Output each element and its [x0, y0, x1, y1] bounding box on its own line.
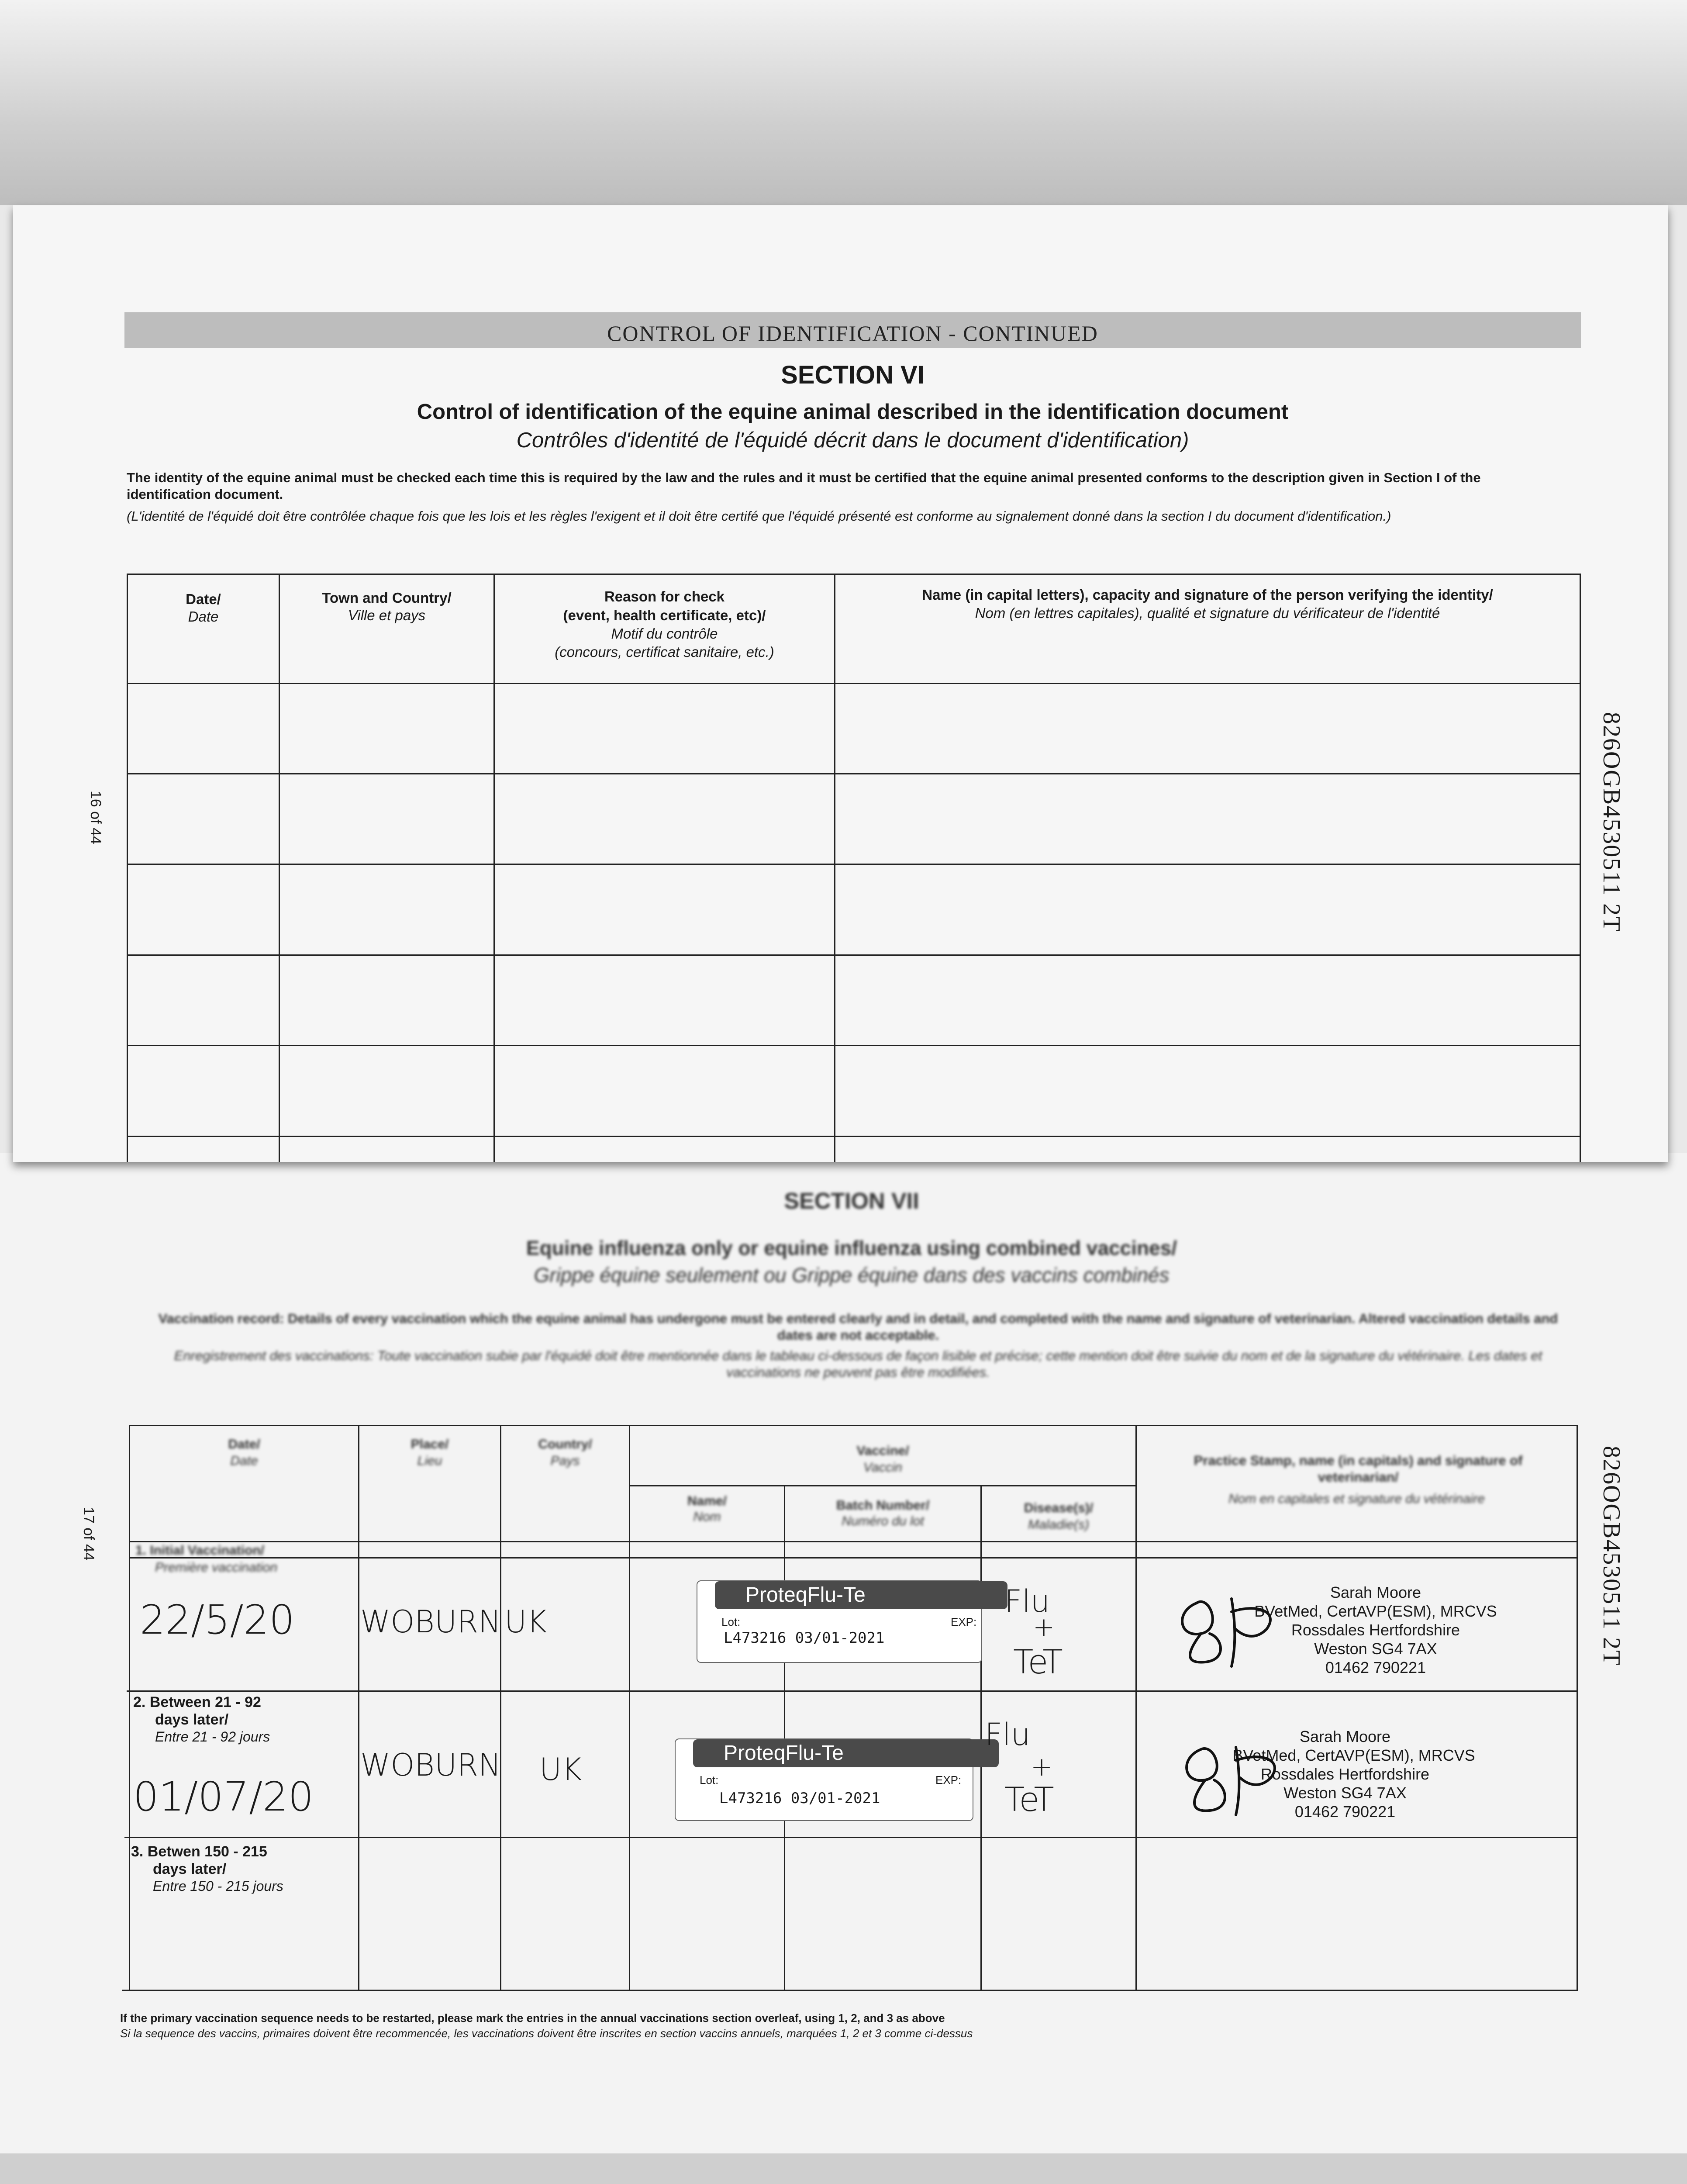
row1-date: 22/5/20: [140, 1597, 295, 1643]
col-reason-fr: Motif du contrôle: [611, 625, 718, 642]
col-disease-fr: Maladie(s): [1028, 1517, 1090, 1532]
col-reason-en2: (event, health certificate, etc)/: [563, 607, 766, 623]
row2-stamp-line-1: Sarah Moore: [1299, 1728, 1391, 1745]
row2-label-fr: Entre 21 - 92 jours: [155, 1729, 270, 1745]
row1-disease-3: TeT: [1013, 1642, 1063, 1681]
row1-country: UK: [504, 1604, 547, 1640]
col-batch-en: Batch Number/: [836, 1498, 930, 1513]
row2-country: UK: [539, 1752, 582, 1787]
row1-signature: [1170, 1586, 1301, 1669]
row2-label-en2: days later/: [155, 1711, 229, 1728]
row2-vaccine-brand: ProteqFlu-Te: [724, 1742, 844, 1765]
col-vaccine-en: Vaccine/: [856, 1444, 909, 1458]
row2-exp-label: EXP:: [935, 1773, 962, 1787]
row2-lot-label: Lot:: [700, 1773, 719, 1787]
row2-date: 01/07/20: [133, 1773, 314, 1820]
row1-label-fr: Première vaccination: [155, 1560, 278, 1575]
col-name-en: Name (in capital letters), capacity and signature of the person verifying the identity/: [922, 587, 1493, 603]
col-reason-en: Reason for check: [604, 588, 725, 605]
bottom-document-id: 826OGB4530511 2T: [1598, 1446, 1625, 1666]
col-reason-fr2: (concours, certificat sanitaire, etc.): [555, 644, 774, 660]
section-vi-title: SECTION VI: [781, 361, 925, 389]
bottom-page-number: 17 of 44: [80, 1507, 97, 1561]
row2-lot: L473216 03/01-2021: [719, 1790, 880, 1807]
row1-lot-label: Lot:: [721, 1615, 741, 1628]
col-vaccine-fr: Vaccin: [863, 1460, 902, 1475]
row1-stamp-line-1: Sarah Moore: [1330, 1583, 1421, 1601]
row2-vaccine-sticker: [675, 1738, 973, 1821]
col-country-en: Country/: [538, 1437, 592, 1451]
row2-label-en: 2. Between 21 - 92: [133, 1694, 261, 1711]
row1-label-en: 1. Initial Vaccination/: [135, 1543, 265, 1558]
col-town-fr: Ville et pays: [348, 607, 426, 623]
section-vi-subtitle-fr: Contrôles d'identité de l'équidé décrit dans le document d'identification): [516, 429, 1189, 452]
row1-stamp-line-4: Weston SG4 7AX: [1314, 1640, 1437, 1658]
scan-bottom-edge: [0, 2153, 1687, 2184]
row1-lot: L473216 03/01-2021: [724, 1629, 885, 1647]
col-disease-en: Disease(s)/: [1024, 1501, 1094, 1515]
col-name-fr: Nom (en lettres capitales), qualité et signature du vérificateur de l'identité: [975, 605, 1440, 621]
row3-label-en: 3. Betwen 150 - 215: [131, 1843, 267, 1860]
col-vname-en: Name/: [687, 1494, 727, 1508]
row2-disease-3: TeT: [1004, 1780, 1054, 1819]
col-stamp-fr: Nom en capitales et signature du vétérinaire: [1228, 1492, 1485, 1506]
footer-en: If the primary vaccination sequence needs to be restarted, please mark the entries in the annual vaccinations section overleaf, using 1, 2, and 3 as above: [120, 2011, 945, 2025]
col-country-fr: Pays: [550, 1454, 580, 1468]
row2-stamp-line-2: BVetMed, CertAVP(ESM), MRCVS: [1232, 1746, 1475, 1764]
section-banner: CONTROL OF IDENTIFICATION - CONTINUED: [124, 312, 1581, 348]
col-vname-fr: Nom: [693, 1510, 721, 1524]
row1-disease-2: +: [1033, 1612, 1055, 1642]
section-vii-subtitle-fr: Grippe équine seulement ou Grippe équine dans des vaccins combinés: [534, 1264, 1170, 1286]
row1-stamp-line-5: 01462 790221: [1325, 1659, 1426, 1676]
col-vacc-date-fr: Date: [230, 1454, 258, 1468]
section-vi-instructions-fr: (L'identité de l'équidé doit être contrôlée chaque fois que les lois et les règles l'exigent et il doit être certifé que l'équidé présenté est conforme au signalement donné dans la section I du document d'identification.): [127, 508, 1391, 524]
row1-stamp-line-2: BVetMed, CertAVP(ESM), MRCVS: [1254, 1602, 1497, 1620]
top-document-id: 826OGB4530511 2T: [1598, 712, 1625, 933]
row1-vaccine-brand: ProteqFlu-Te: [745, 1583, 866, 1607]
row1-stamp-line-3: Rossdales Hertfordshire: [1291, 1621, 1460, 1639]
row3-label-fr: Entre 150 - 215 jours: [153, 1878, 283, 1894]
section-vii-subtitle-en: Equine influenza only or equine influenza using combined vaccines/: [526, 1237, 1177, 1259]
row2-disease-1: Flu: [985, 1717, 1031, 1752]
row2-stamp-line-5: 01462 790221: [1294, 1803, 1396, 1821]
row2-stamp-line-4: Weston SG4 7AX: [1283, 1784, 1407, 1802]
col-place-fr: Lieu: [417, 1454, 442, 1468]
section-vii-instructions-en: Vaccination record: Details of every vaccination which the equine animal has undergone must be entered clearly and in detail, and completed with the name and signature of veterinarian. Altered vaccination details and dates are not acceptable.: [158, 1311, 1558, 1343]
col-date-en: Date/: [186, 591, 221, 607]
row1-exp-label: EXP:: [951, 1615, 977, 1628]
row3-label-en2: days later/: [153, 1861, 227, 1877]
section-vii-title: SECTION VII: [784, 1189, 919, 1214]
row2-stamp-line-3: Rossdales Hertfordshire: [1260, 1765, 1430, 1783]
scan-top-edge: [0, 0, 1687, 205]
row1-place: WOBURN: [360, 1604, 501, 1640]
col-place-en: Place/: [411, 1437, 449, 1451]
section-vi-subtitle-en: Control of identification of the equine animal described in the identification document: [417, 400, 1289, 424]
col-stamp-en: Practice Stamp, name (in capitals) and signature of veterinarian/: [1194, 1453, 1523, 1485]
section-vii-instructions-fr: Enregistrement des vaccinations: Toute vaccination subie par l'équidé doit être mentionnée dans le tableau ci-dessous de façon lisible et précise; cette mention doit être suivie du nom et de la signature du vétérinaire. Les dates et vaccinations ne peuvent pas être modifiées.: [174, 1348, 1542, 1380]
row1-vaccine-sticker: [697, 1580, 982, 1663]
footer-fr: Si la sequence des vaccins, primaires doivent être recommencée, les vaccinations doivent être inscrites en section vaccins annuels, marquées 1, 2 et 3 comme ci-dessus: [120, 2027, 973, 2040]
col-vacc-date-en: Date/: [228, 1437, 260, 1451]
row2-place: WOBURN: [360, 1747, 501, 1783]
col-date-fr: Date: [188, 608, 219, 625]
section-vi-instructions-en: The identity of the equine animal must be checked each time this is required by the law and the rules and it must be certified that the equine animal presented conforms to the description given in Section I of the identification document.: [127, 470, 1481, 502]
col-batch-fr: Numéro du lot: [842, 1514, 924, 1528]
col-town-en: Town and Country/: [322, 590, 452, 606]
row2-signature: [1170, 1736, 1301, 1819]
row1-disease-1: Flu: [1004, 1583, 1050, 1619]
row2-disease-2: +: [1031, 1752, 1053, 1782]
top-page-number: 16 of 44: [87, 791, 104, 844]
